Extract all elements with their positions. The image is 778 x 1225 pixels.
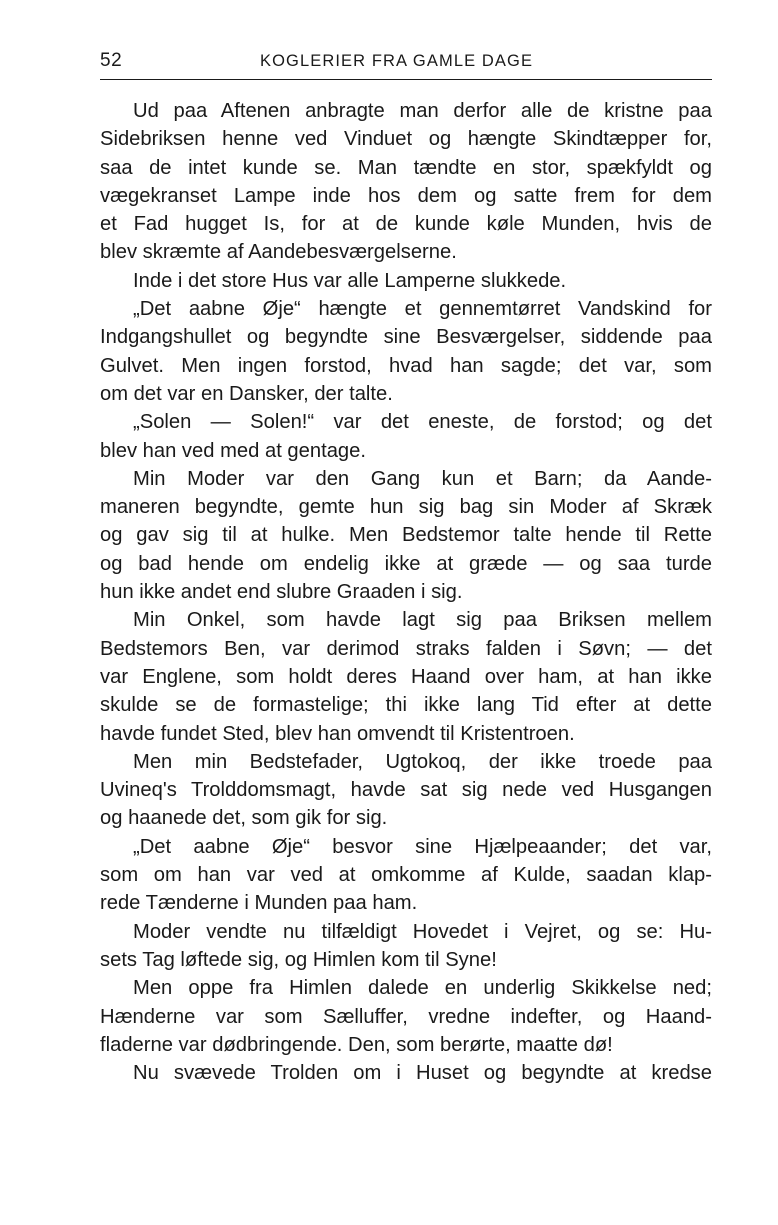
text-line: var Englene, som holdt deres Haand over ham, at han ikke: [100, 665, 712, 688]
paragraph: [100, 833, 712, 918]
header-rule: [100, 79, 712, 80]
text-line: havde fundet Sted, blev han omvendt til Kristentroen.: [100, 722, 575, 745]
text-line: Sidebriksen henne ved Vinduet og hængte Skindtæpper for,: [100, 128, 712, 151]
text-line: Min Moder var den Gang kun et Barn; da Aande-: [133, 467, 712, 490]
paragraph: [100, 606, 712, 747]
text-line: skulde se de formastelige; thi ikke lang Tid efter at dette: [100, 694, 712, 717]
text-line: Inde i det store Hus var alle Lamperne slukkede.: [133, 269, 567, 292]
text-line: og haanede det, som gik for sig.: [100, 807, 388, 830]
text-line: Men oppe fra Himlen dalede en underlig Skikkelse ned;: [133, 977, 712, 1000]
text-line: Ud paa Aftenen anbragte man derfor alle de kristne paa: [133, 100, 712, 122]
text-line: vægekranset Lampe inde hos dem og satte frem for dem: [100, 184, 712, 207]
paragraph: [100, 748, 712, 833]
text-line: saa de intet kunde se. Man tændte en stor, spækfyldt og: [100, 156, 712, 179]
text-line: „Det aabne Øje“ hængte et gennemtørret Vandskind for: [133, 298, 712, 321]
paragraph: [100, 974, 712, 1059]
text-line: Bedstemors Ben, var derimod straks falden i Søvn; — det: [100, 637, 712, 660]
paragraph: [100, 295, 712, 408]
paragraph: [100, 465, 712, 606]
text-line: et Fad hugget Is, for at de kunde køle Munden, hvis de: [100, 213, 712, 236]
text-line: blev han ved med at gentage.: [100, 439, 366, 462]
paragraph: [100, 267, 712, 295]
text-line: Indgangshullet og begyndte sine Besværgelser, siddende paa: [100, 326, 712, 349]
paragraph: [100, 97, 712, 267]
text-line: om det var en Dansker, der talte.: [100, 382, 393, 405]
text-line: Gulvet. Men ingen forstod, hvad han sagde; det var, som: [100, 354, 712, 377]
paragraph: [100, 918, 712, 975]
text-line: Uvineq's Trolddomsmagt, havde sat sig nede ved Husgangen: [100, 779, 712, 802]
body-text: [100, 97, 712, 1087]
text-line: som om han var ved at omkomme af Kulde, saadan klap-: [100, 864, 712, 887]
running-title: KOGLERIER FRA GAMLE DAGE: [260, 52, 534, 70]
text-line: rede Tænderne i Munden paa ham.: [100, 892, 418, 915]
text-line: hun ikke andet end slubre Graaden i sig.: [100, 581, 463, 604]
text-line: Men min Bedstefader, Ugtokoq, der ikke troede paa: [133, 750, 712, 773]
text-line: Moder vendte nu tilfældigt Hovedet i Vejret, og se: Hu-: [133, 920, 712, 943]
text-line: „Solen — Solen!“ var det eneste, de forstod; og det: [133, 411, 712, 434]
text-line: maneren begyndte, gemte hun sig bag sin Moder af Skræk: [100, 496, 712, 519]
text-line: og gav sig til at hulke. Men Bedstemor talte hende til Rette: [100, 524, 712, 547]
text-line: „Det aabne Øje“ besvor sine Hjælpeaander; det var,: [133, 835, 712, 858]
text-line: blev skræmte af Aandebesværgelserne.: [100, 241, 457, 264]
text-line: Min Onkel, som havde lagt sig paa Briksen mellem: [133, 609, 712, 632]
page-number: 52: [100, 50, 123, 71]
running-header: [100, 48, 712, 78]
text-line: sets Tag løftede sig, og Himlen kom til Syne!: [100, 948, 497, 971]
paragraph: [100, 1059, 712, 1087]
text-line: Nu svævede Trolden om i Huset og begyndte at kredse: [133, 1062, 712, 1085]
text-line: og bad hende om endelig ikke at græde — og saa turde: [100, 552, 712, 575]
paragraph: [100, 408, 712, 465]
text-line: fladerne var dødbringende. Den, som berørte, maatte dø!: [100, 1033, 613, 1056]
text-line: Hænderne var som Sælluffer, vredne indefter, og Haand-: [100, 1005, 712, 1028]
